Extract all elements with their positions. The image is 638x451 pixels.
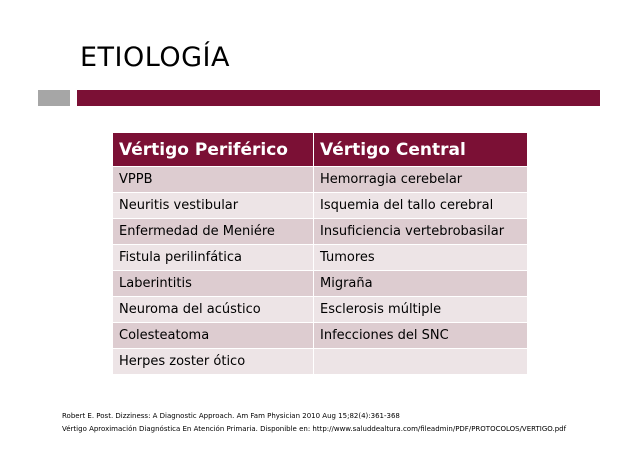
- cell-peripheral: Neuroma del acústico: [113, 297, 314, 323]
- cell-peripheral: VPPB: [113, 167, 314, 193]
- table-row: [113, 271, 528, 297]
- table-row: [113, 245, 528, 271]
- references: [62, 410, 566, 436]
- cell-peripheral: Colesteatoma: [113, 323, 314, 349]
- header-central-vertigo: Vértigo Central: [314, 133, 528, 167]
- reference-line: Robert E. Post. Dizziness: A Diagnostic Approach. Am Fam Physician 2010 Aug 15;82(4):361-368: [62, 412, 400, 420]
- table-row: [113, 349, 528, 375]
- title-accent-grey-bar: [38, 90, 70, 106]
- cell-central: Infecciones del SNC: [314, 323, 528, 349]
- cell-peripheral: Herpes zoster ótico: [113, 349, 314, 375]
- cell-peripheral: Enfermedad de Meniére: [113, 219, 314, 245]
- table-row: [113, 219, 528, 245]
- cell-central: [314, 349, 528, 375]
- table-header-row: [113, 133, 528, 167]
- cell-central: Hemorragia cerebelar: [314, 167, 528, 193]
- cell-central: Insuficiencia vertebrobasilar: [314, 219, 528, 245]
- cell-central: Esclerosis múltiple: [314, 297, 528, 323]
- header-peripheral-vertigo: Vértigo Periférico: [113, 133, 314, 167]
- cell-central: Tumores: [314, 245, 528, 271]
- reference-line: Vértigo Aproximación Diagnóstica En Atención Primaria. Disponible en: http://www.saluddealtura.com/fileadmin/PDF/PROTOCOLOS/VERTIGO.pdf: [62, 425, 567, 433]
- etiology-table: [112, 132, 528, 375]
- cell-peripheral: Fistula perilinfática: [113, 245, 314, 271]
- title-accent-red-bar: [77, 90, 600, 106]
- cell-central: Isquemia del tallo cerebral: [314, 193, 528, 219]
- slide-title: ETIOLOGÍA: [80, 42, 230, 73]
- cell-peripheral: Laberintitis: [113, 271, 314, 297]
- table-row: [113, 167, 528, 193]
- cell-central: Migraña: [314, 271, 528, 297]
- table-row: [113, 297, 528, 323]
- table-row: [113, 193, 528, 219]
- cell-peripheral: Neuritis vestibular: [113, 193, 314, 219]
- table-row: [113, 323, 528, 349]
